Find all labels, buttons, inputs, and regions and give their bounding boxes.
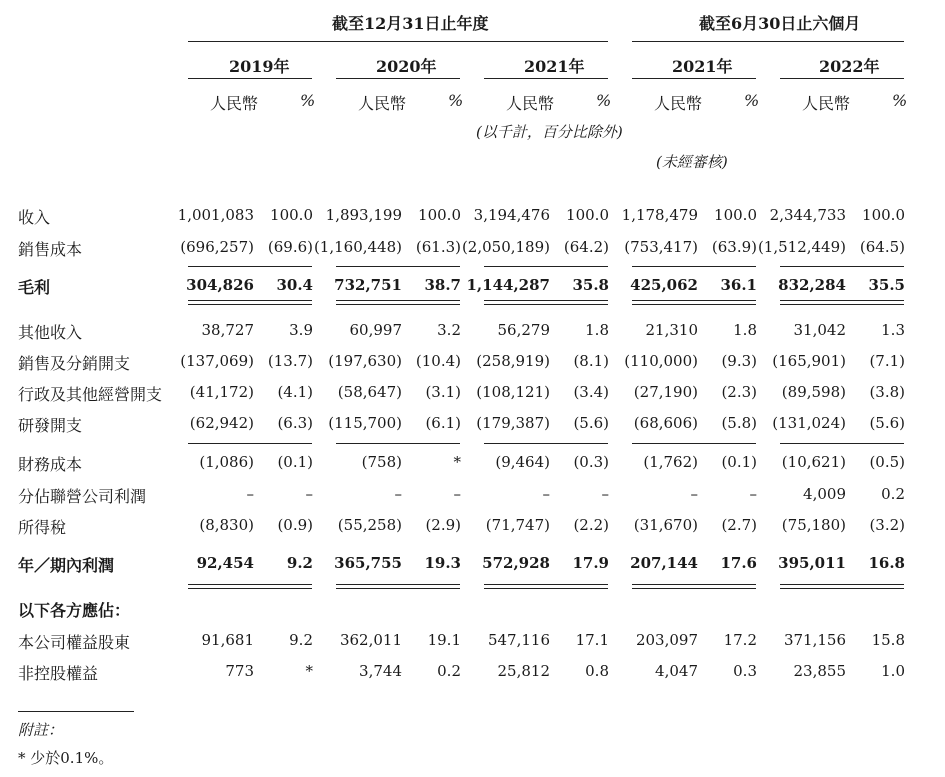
cell-percent: 15.8 [871, 631, 905, 649]
cell-amount: 91,681 [201, 631, 254, 649]
table-rule [336, 300, 460, 301]
row-label: 毛利 [18, 278, 51, 297]
cell-amount: (110,000) [624, 352, 698, 370]
cell-amount: 1,178,479 [621, 206, 698, 224]
table-rule [336, 588, 460, 589]
row-label: 本公司權益股東 [18, 633, 131, 652]
cell-amount: 203,097 [635, 631, 698, 649]
percent-label: % [744, 91, 760, 110]
cell-amount: (68,606) [633, 414, 698, 432]
table-rule [632, 588, 756, 589]
row-label: 以下各方應佔： [18, 601, 131, 620]
cell-amount: (8,830) [199, 516, 254, 534]
row-label: 行政及其他經營開支 [18, 385, 163, 404]
cell-amount: (1,160,448) [313, 238, 402, 256]
cell-percent: (7.1) [869, 352, 905, 370]
cell-amount: (179,387) [476, 414, 550, 432]
unit-note: (以千計，百分比除外) [476, 123, 623, 141]
cell-amount: 395,011 [778, 554, 846, 572]
cell-percent: 36.1 [720, 276, 757, 294]
cell-amount: 425,062 [630, 276, 698, 294]
table-rule [632, 300, 756, 301]
year-rule-2019 [188, 78, 312, 79]
cell-percent: 9.2 [289, 631, 313, 649]
cell-amount: (1,762) [643, 453, 698, 471]
cell-percent: 100.0 [270, 206, 313, 224]
header-six-month-rule [632, 41, 904, 42]
cell-percent: (4.1) [277, 383, 313, 401]
year-2021-annual: 2021年 [524, 57, 585, 76]
percent-label: % [300, 91, 316, 110]
cell-percent: (3.8) [869, 383, 905, 401]
header-six-month: 截至6月30日止六個月 [699, 14, 861, 33]
cell-percent: (6.3) [277, 414, 313, 432]
table-rule [780, 584, 904, 585]
cell-percent: 1.8 [585, 321, 609, 339]
cell-amount: (753,417) [624, 238, 698, 256]
currency-label: 人民幣 [654, 94, 703, 113]
cell-percent: (64.2) [563, 238, 609, 256]
cell-amount: 21,310 [645, 321, 698, 339]
cell-amount: 832,284 [778, 276, 846, 294]
cell-percent: 100.0 [862, 206, 905, 224]
cell-percent: 100.0 [566, 206, 609, 224]
cell-percent: (6.1) [425, 414, 461, 432]
cell-percent: 19.1 [427, 631, 461, 649]
table-rule [336, 266, 460, 267]
table-rule [336, 584, 460, 585]
cell-amount: 732,751 [334, 276, 402, 294]
table-rule [632, 443, 756, 444]
percent-label: % [596, 91, 612, 110]
table-rule [780, 266, 904, 267]
cell-percent: (2.2) [573, 516, 609, 534]
cell-amount: (758) [361, 453, 402, 471]
row-label: 研發開支 [18, 416, 83, 435]
cell-percent: 30.4 [276, 276, 313, 294]
table-rule [780, 304, 904, 305]
cell-amount: 56,279 [497, 321, 550, 339]
cell-percent: (64.5) [859, 238, 905, 256]
row-label: 銷售及分銷開支 [18, 354, 131, 373]
cell-amount: 3,194,476 [473, 206, 550, 224]
footnote-item: * 少於0.1%。 [18, 749, 114, 767]
cell-percent: (3.2) [869, 516, 905, 534]
table-rule [484, 584, 608, 585]
cell-percent: (0.1) [721, 453, 757, 471]
cell-percent: 17.9 [572, 554, 609, 572]
table-rule [632, 266, 756, 267]
footnote-rule [18, 711, 134, 712]
cell-amount: 31,042 [793, 321, 846, 339]
row-label: 銷售成本 [18, 240, 83, 259]
cell-amount: (89,598) [781, 383, 846, 401]
cell-amount: 25,812 [497, 662, 550, 680]
cell-percent: (5.6) [573, 414, 609, 432]
cell-percent: – [305, 485, 313, 503]
cell-percent: (8.1) [573, 352, 609, 370]
cell-percent: 17.2 [723, 631, 757, 649]
row-label: 財務成本 [18, 455, 83, 474]
year-rule-2022-six [780, 78, 904, 79]
cell-amount: 1,893,199 [325, 206, 402, 224]
currency-label: 人民幣 [802, 94, 851, 113]
cell-percent: 1.0 [881, 662, 905, 680]
cell-amount: (10,621) [781, 453, 846, 471]
table-rule [484, 443, 608, 444]
table-rule [484, 588, 608, 589]
cell-amount: 371,156 [783, 631, 846, 649]
cell-percent: (0.3) [573, 453, 609, 471]
cell-amount: (115,700) [328, 414, 402, 432]
cell-percent: (13.7) [267, 352, 313, 370]
table-rule [188, 304, 312, 305]
table-rule [780, 300, 904, 301]
table-rule [484, 304, 608, 305]
table-rule [632, 584, 756, 585]
currency-label: 人民幣 [506, 94, 555, 113]
cell-amount: (55,258) [337, 516, 402, 534]
header-annual: 截至12月31日止年度 [332, 14, 489, 33]
cell-amount: (62,942) [189, 414, 254, 432]
year-2020: 2020年 [376, 57, 437, 76]
cell-amount: 304,826 [186, 276, 254, 294]
cell-percent: 17.6 [720, 554, 757, 572]
cell-percent: 35.5 [868, 276, 905, 294]
cell-amount: 207,144 [630, 554, 698, 572]
cell-amount: (108,121) [476, 383, 550, 401]
table-rule [188, 588, 312, 589]
cell-amount: (27,190) [633, 383, 698, 401]
row-label: 其他收入 [18, 323, 83, 342]
cell-amount: – [690, 485, 698, 503]
cell-amount: (71,747) [485, 516, 550, 534]
cell-amount: 773 [225, 662, 254, 680]
row-label: 收入 [18, 208, 51, 227]
table-rule [188, 266, 312, 267]
table-rule [484, 300, 608, 301]
table-rule [484, 266, 608, 267]
cell-amount: 92,454 [196, 554, 254, 572]
currency-label: 人民幣 [358, 94, 407, 113]
cell-amount: 572,928 [482, 554, 550, 572]
row-label: 分佔聯營公司利潤 [18, 487, 147, 506]
cell-amount: 60,997 [349, 321, 402, 339]
cell-percent: 1.3 [881, 321, 905, 339]
currency-label: 人民幣 [210, 94, 259, 113]
table-rule [188, 443, 312, 444]
cell-percent: (10.4) [415, 352, 461, 370]
cell-amount: 362,011 [339, 631, 402, 649]
cell-percent: (3.1) [425, 383, 461, 401]
cell-amount: 4,009 [803, 485, 846, 503]
cell-percent: – [749, 485, 757, 503]
cell-amount: 23,855 [793, 662, 846, 680]
table-rule [188, 300, 312, 301]
row-label: 年／期內利潤 [18, 556, 115, 575]
year-2021-six-month: 2021年 [672, 57, 733, 76]
cell-percent: 1.8 [733, 321, 757, 339]
header-annual-rule [188, 41, 608, 42]
cell-percent: (3.4) [573, 383, 609, 401]
cell-percent: 17.1 [575, 631, 609, 649]
footnote-title: 附註： [18, 721, 64, 739]
year-2019: 2019年 [229, 57, 290, 76]
cell-percent: 38.7 [424, 276, 461, 294]
cell-percent: (0.5) [869, 453, 905, 471]
cell-percent: (0.1) [277, 453, 313, 471]
cell-percent: 3.9 [289, 321, 313, 339]
cell-amount: (137,069) [180, 352, 254, 370]
cell-amount: (197,630) [328, 352, 402, 370]
cell-percent: 100.0 [714, 206, 757, 224]
table-rule [780, 443, 904, 444]
cell-amount: (58,647) [337, 383, 402, 401]
cell-amount: (41,172) [189, 383, 254, 401]
cell-percent: 9.2 [286, 554, 313, 572]
cell-amount: (9,464) [495, 453, 550, 471]
table-rule [336, 443, 460, 444]
cell-amount: – [542, 485, 550, 503]
cell-percent: 3.2 [437, 321, 461, 339]
cell-percent: 0.3 [733, 662, 757, 680]
table-rule [336, 304, 460, 305]
cell-percent: 0.2 [437, 662, 461, 680]
cell-amount: 365,755 [334, 554, 402, 572]
cell-percent: (2.7) [721, 516, 757, 534]
percent-label: % [448, 91, 464, 110]
cell-percent: * [453, 453, 461, 471]
cell-amount: (31,670) [633, 516, 698, 534]
cell-percent: 0.8 [585, 662, 609, 680]
cell-amount: (165,901) [772, 352, 846, 370]
cell-amount: (75,180) [781, 516, 846, 534]
cell-percent: 19.3 [424, 554, 461, 572]
cell-percent: – [453, 485, 461, 503]
table-rule [780, 588, 904, 589]
cell-amount: 38,727 [201, 321, 254, 339]
cell-amount: (1,086) [199, 453, 254, 471]
cell-percent: (5.8) [721, 414, 757, 432]
cell-percent: (2.9) [425, 516, 461, 534]
cell-amount: – [394, 485, 402, 503]
cell-percent: (61.3) [415, 238, 461, 256]
cell-amount: – [246, 485, 254, 503]
cell-percent: – [601, 485, 609, 503]
cell-percent: (9.3) [721, 352, 757, 370]
cell-amount: (696,257) [180, 238, 254, 256]
cell-percent: * [305, 662, 313, 680]
cell-percent: (2.3) [721, 383, 757, 401]
cell-amount: (2,050,189) [461, 238, 550, 256]
cell-percent: 100.0 [418, 206, 461, 224]
row-label: 所得稅 [18, 518, 67, 537]
percent-label: % [892, 91, 908, 110]
table-rule [188, 584, 312, 585]
table-rule [632, 304, 756, 305]
cell-amount: 2,344,733 [769, 206, 846, 224]
cell-amount: 1,144,287 [466, 276, 550, 294]
cell-amount: 547,116 [487, 631, 550, 649]
year-rule-2021 [484, 78, 608, 79]
year-rule-2021-six [632, 78, 756, 79]
cell-percent: (0.9) [277, 516, 313, 534]
cell-percent: (63.9) [711, 238, 757, 256]
cell-amount: (131,024) [772, 414, 846, 432]
unaudited-note: (未經審核) [656, 153, 728, 171]
cell-amount: (1,512,449) [757, 238, 846, 256]
cell-percent: (5.6) [869, 414, 905, 432]
cell-percent: 0.2 [881, 485, 905, 503]
cell-amount: 1,001,083 [177, 206, 254, 224]
cell-percent: 16.8 [868, 554, 905, 572]
cell-amount: 3,744 [359, 662, 402, 680]
cell-percent: 35.8 [572, 276, 609, 294]
cell-percent: (69.6) [267, 238, 313, 256]
year-2022-six-month: 2022年 [819, 57, 880, 76]
year-rule-2020 [336, 78, 460, 79]
row-label: 非控股權益 [18, 664, 99, 683]
cell-amount: 4,047 [655, 662, 698, 680]
cell-amount: (258,919) [476, 352, 550, 370]
